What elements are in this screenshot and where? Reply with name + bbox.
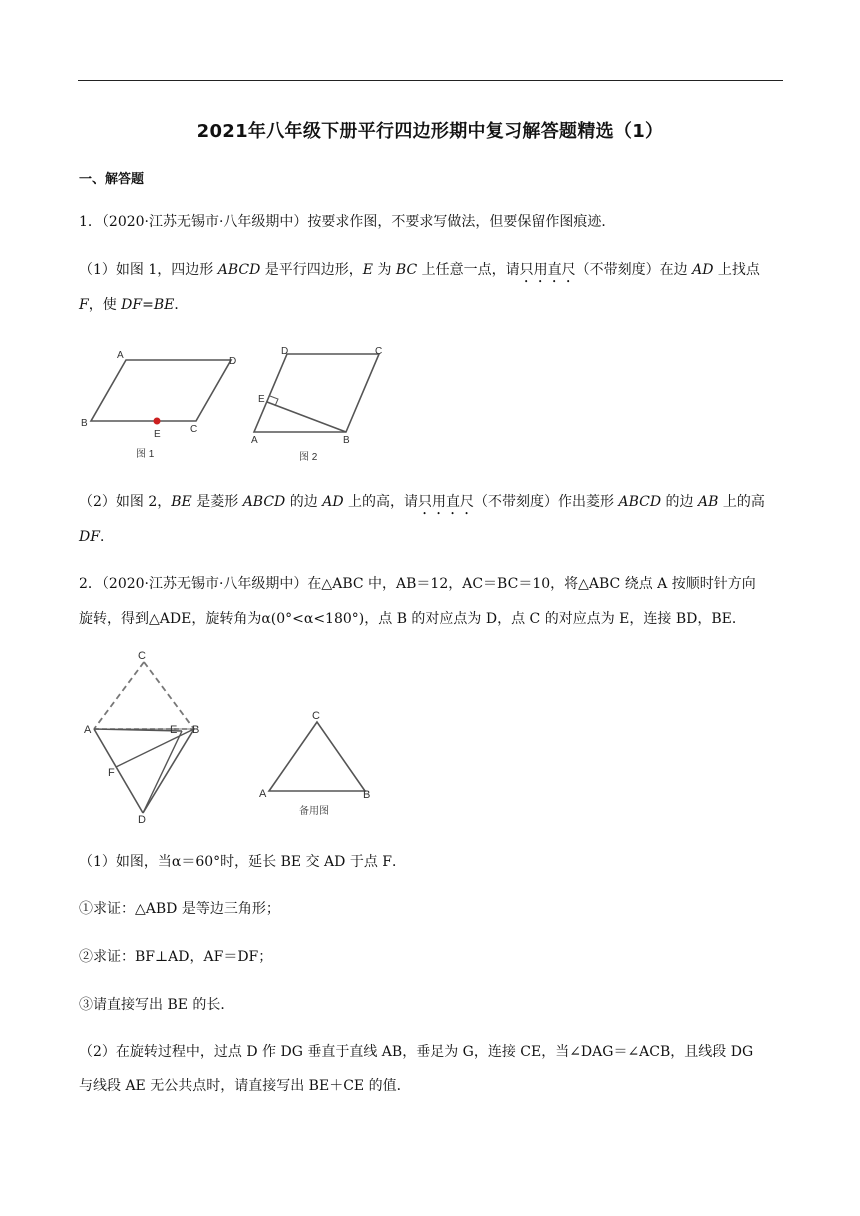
q2-line2: 旋转，得到△ADE，旋转角为α(0°<α<180°)，点 B 的对应点为 D，点 C 的对应点为 E，连接 BD，BE． xyxy=(79,611,746,627)
emphasis-ruler-only-2: 只用直尺 xyxy=(418,494,474,510)
svg-text:C: C xyxy=(138,650,146,662)
page-title: 2021年八年级下册平行四边形期中复习解答题精选（1） xyxy=(196,121,664,142)
q2-sub1-c: ③请直接写出 BE 的长． xyxy=(79,997,235,1013)
svg-text:C: C xyxy=(190,424,198,435)
svg-text:D: D xyxy=(281,346,289,357)
q2-sub1: （1）如图，当α＝60°时，延长 BE 交 AD 于点 F． xyxy=(79,854,406,870)
svg-text:A: A xyxy=(117,350,124,361)
figure-4-spare xyxy=(255,705,380,820)
q2-sub1-b: ②求证：BF⊥AD，AF＝DF； xyxy=(79,949,273,965)
svg-text:A: A xyxy=(84,724,92,736)
q1-part2-line2: DF． xyxy=(79,529,114,545)
emphasis-ruler-only: 只用直尺 xyxy=(519,262,576,278)
figure-2-caption: 图 2 xyxy=(299,452,318,463)
q1-part1-line2: F，使 DF=BE． xyxy=(79,297,189,313)
section-heading: 一、解答题 xyxy=(79,172,145,187)
svg-text:E: E xyxy=(170,724,178,736)
svg-text:A: A xyxy=(251,435,258,446)
svg-text:C: C xyxy=(312,710,320,722)
svg-text:E: E xyxy=(154,429,161,440)
q2-sub1-a: ①求证：△ABD 是等边三角形； xyxy=(79,901,280,917)
svg-text:D: D xyxy=(229,356,237,367)
q2-sub2-line2: 与线段 AE 无公共点时，请直接写出 BE＋CE 的值． xyxy=(79,1078,411,1094)
svg-text:B: B xyxy=(343,435,350,446)
svg-text:E: E xyxy=(258,394,265,405)
q1-part1-line1: （1）如图 1，四边形 ABCD 是平行四边形，E 为 BC 上任意一点，请只用直尺（不带刻度）在边 AD 上找点 xyxy=(79,262,760,278)
figure-3-rotation xyxy=(80,645,215,825)
svg-text:B: B xyxy=(192,724,200,736)
figure-1-caption: 图 1 xyxy=(136,449,155,460)
q2-line1: 2．（2020·江苏无锡市·八年级期中）在△ABC 中，AB＝12，AC＝BC＝10，将△ABC 绕点 A 按顺时针方向 xyxy=(79,576,756,592)
spare-figure-caption: 备用图 xyxy=(299,806,329,817)
q2-sub2-line1: （2）在旋转过程中，过点 D 作 DG 垂直于直线 AB，垂足为 G，连接 CE，当∠DAG＝∠ACB，且线段 DG xyxy=(79,1044,754,1060)
svg-text:B: B xyxy=(81,418,88,429)
svg-text:F: F xyxy=(108,767,115,779)
header-rule xyxy=(78,80,783,81)
figure-1-parallelogram xyxy=(78,343,243,463)
svg-text:A: A xyxy=(259,788,267,800)
svg-text:C: C xyxy=(375,346,383,357)
svg-text:D: D xyxy=(138,814,146,825)
q1-part2-line1: （2）如图 2，BE 是菱形 ABCD 的边 AD 上的高，请只用直尺（不带刻度）作出菱形 ABCD 的边 AB 上的高 xyxy=(79,494,765,510)
point-e-marker xyxy=(154,418,161,425)
figure-2-rhombus xyxy=(248,343,398,465)
svg-text:B: B xyxy=(363,789,371,801)
q1-header: 1．（2020·江苏无锡市·八年级期中）按要求作图，不要求写做法，但要保留作图痕迹． xyxy=(79,214,616,230)
